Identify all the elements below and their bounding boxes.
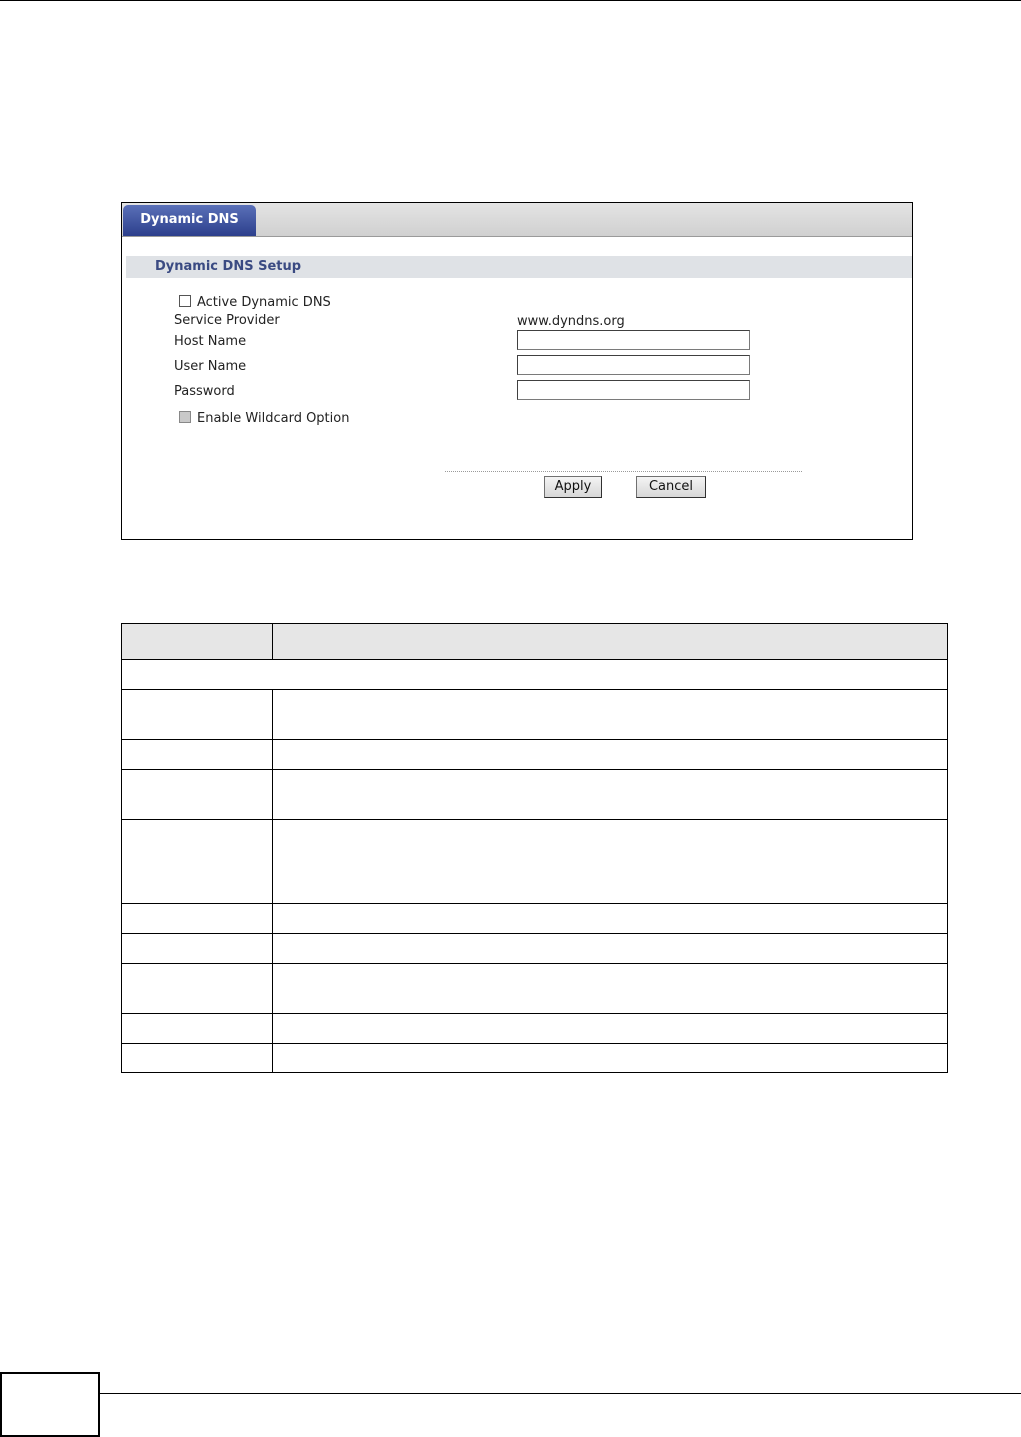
table-row [122, 1014, 948, 1044]
table-row [122, 1044, 948, 1073]
section-title: Dynamic DNS Setup [126, 256, 912, 278]
table-cell [122, 934, 273, 964]
button-divider [445, 471, 802, 472]
user-name-label: User Name [174, 359, 247, 374]
table-cell [122, 964, 273, 1014]
table-cell [273, 1014, 948, 1044]
enable-wildcard-checkbox[interactable] [179, 411, 191, 423]
table-cell [273, 740, 948, 770]
table-cell [273, 964, 948, 1014]
active-dynamic-dns-label: Active Dynamic DNS [197, 295, 331, 310]
header-rule [0, 0, 1021, 1]
table-cell [273, 904, 948, 934]
table-cell [273, 934, 948, 964]
host-name-input[interactable] [517, 330, 750, 350]
table-section-cell [122, 660, 948, 690]
table-cell [273, 820, 948, 904]
password-label: Password [174, 384, 235, 399]
table-cell [122, 904, 273, 934]
user-name-input[interactable] [517, 355, 750, 375]
table-cell [122, 740, 273, 770]
page-number-box [0, 1372, 100, 1437]
table-header-cell [273, 624, 948, 660]
table-row [122, 740, 948, 770]
table-cell [273, 690, 948, 740]
table-cell [122, 1014, 273, 1044]
field-description-table [121, 623, 948, 1073]
table-cell [122, 1044, 273, 1073]
table-header-cell [122, 624, 273, 660]
host-name-label: Host Name [174, 334, 247, 349]
table-header-row [122, 624, 948, 660]
table-row [122, 770, 948, 820]
table-row [122, 934, 948, 964]
table-row [122, 964, 948, 1014]
cancel-button[interactable]: Cancel [636, 476, 706, 498]
table-cell [122, 690, 273, 740]
table-row [122, 820, 948, 904]
tab-bar [122, 203, 912, 237]
service-provider-label: Service Provider [174, 313, 280, 328]
tab-dynamic-dns[interactable]: Dynamic DNS [123, 205, 256, 236]
password-input[interactable] [517, 380, 750, 400]
table-cell [122, 770, 273, 820]
table-cell [273, 770, 948, 820]
service-provider-value: www.dyndns.org [517, 314, 625, 329]
table-cell [273, 1044, 948, 1073]
active-dynamic-dns-checkbox[interactable] [179, 295, 191, 307]
table-row [122, 660, 948, 690]
table-row [122, 904, 948, 934]
table-cell [122, 820, 273, 904]
enable-wildcard-label: Enable Wildcard Option [197, 411, 350, 426]
dynamic-dns-screen [121, 202, 913, 540]
table-row [122, 690, 948, 740]
apply-button[interactable]: Apply [544, 476, 602, 498]
footer-rule [99, 1393, 1021, 1394]
